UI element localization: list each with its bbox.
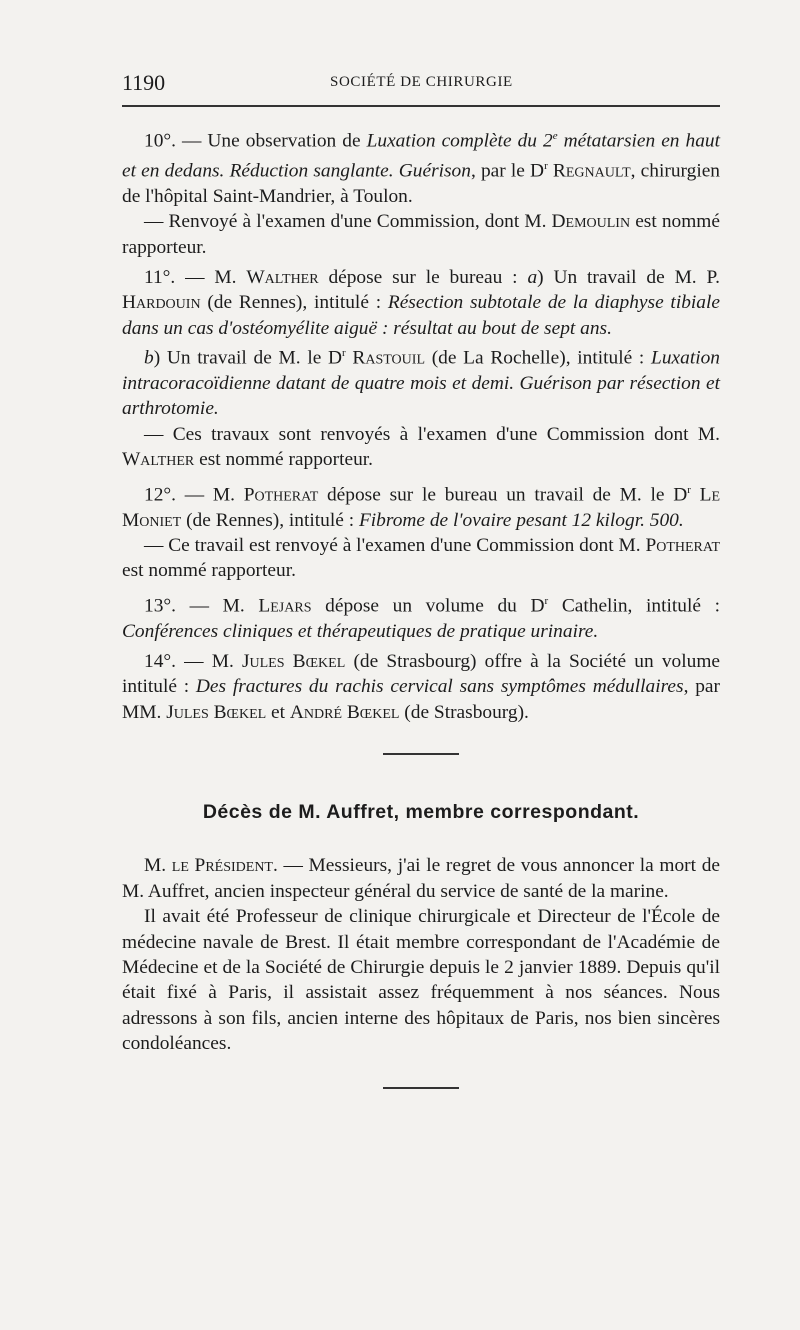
running-title: SOCIÉTÉ DE CHIRURGIE bbox=[330, 74, 513, 90]
item-12-referral: — Ce travail est renvoyé à l'examen d'une Commission dont M. Potherat est nommé rapporteur. bbox=[122, 534, 720, 582]
page-number: 1190 bbox=[122, 70, 166, 95]
section-separator bbox=[383, 753, 459, 755]
end-separator bbox=[383, 1087, 459, 1089]
item-11-paragraph: 11°. — M. Walther dépose sur le bureau : a) Un travail de M. P. Hardouin (de Rennes), intitulé : Résection subtotale de la diaphyse tibiale dans un cas d'ostéomyélite aiguë : résultat au bout de sept ans. bbox=[122, 266, 721, 339]
item-10-referral: — Renvoyé à l'examen d'une Commission, dont M. Demoulin est nommé rapporteur. bbox=[122, 211, 720, 258]
obituary-paragraph-2: Il avait été Professeur de clinique chirurgicale et Directeur de l'École de médecine navale de Brest. Il était membre correspondant de l'Académie de Médecine et de la Société de Chirurgie depuis le 2 janvier 1889. Depuis qu'il était fixé à Paris, il assistait assez fréquemment à nos séances. Nous adressons à son fils, ancien interne des hôpitaux de Paris, nos bien sincères condoléances. bbox=[122, 906, 720, 1055]
item-14-paragraph: 14°. — M. Jules Bœkel (de Strasbourg) offre à la Société un volume intitulé : Des fractures du rachis cervical sans symptômes médullaires, par MM. Jules Bœkel et André Bœkel (de Strasbourg). bbox=[122, 651, 721, 723]
page-header bbox=[122, 70, 720, 98]
item-12-paragraph: 12°. — M. Potherat dépose sur le bureau un travail de M. le $D^r$ Le Moniet (de Rennes), intitulé : Fibrome de l'ovaire pesant 12 kilogr. 500. bbox=[122, 483, 721, 531]
item-11-referral: — Ces travaux sont renvoyés à l'examen d'une Commission dont M. Walther est nommé rapporteur. bbox=[122, 423, 720, 471]
obituary-paragraph-1: M. le Président. — Messieurs, j'ai le regret de vous annoncer la mort de M. Auffret, ancien inspecteur général du service de santé de la marine. bbox=[122, 855, 720, 902]
item-11b-paragraph: b) Un travail de M. le $D^r$ Rastouil (de La Rochelle), intitulé : Luxation intracoracoïdienne datant de quatre mois et demi. Guérison par résection et arthrotomie. bbox=[122, 347, 720, 420]
item-10-paragraph: 10°. — Une observation de Luxation complète du 2e métatarsien en haut et en dedans. Réduction sanglante. Guérison, par le $D^r$ Regnault, chirurgien de l'hôpital Saint-Mandrier, à Toulon. bbox=[122, 130, 721, 207]
header-rule bbox=[122, 105, 720, 107]
page-body bbox=[122, 124, 720, 1089]
item-13-paragraph: 13°. — M. Lejars dépose un volume du $D^r$ Cathelin, intitulé : Conférences cliniques et thérapeutiques de pratique urinaire. bbox=[122, 594, 720, 642]
section-title: Décès de M. Auffret, membre correspondant. bbox=[202, 801, 640, 824]
